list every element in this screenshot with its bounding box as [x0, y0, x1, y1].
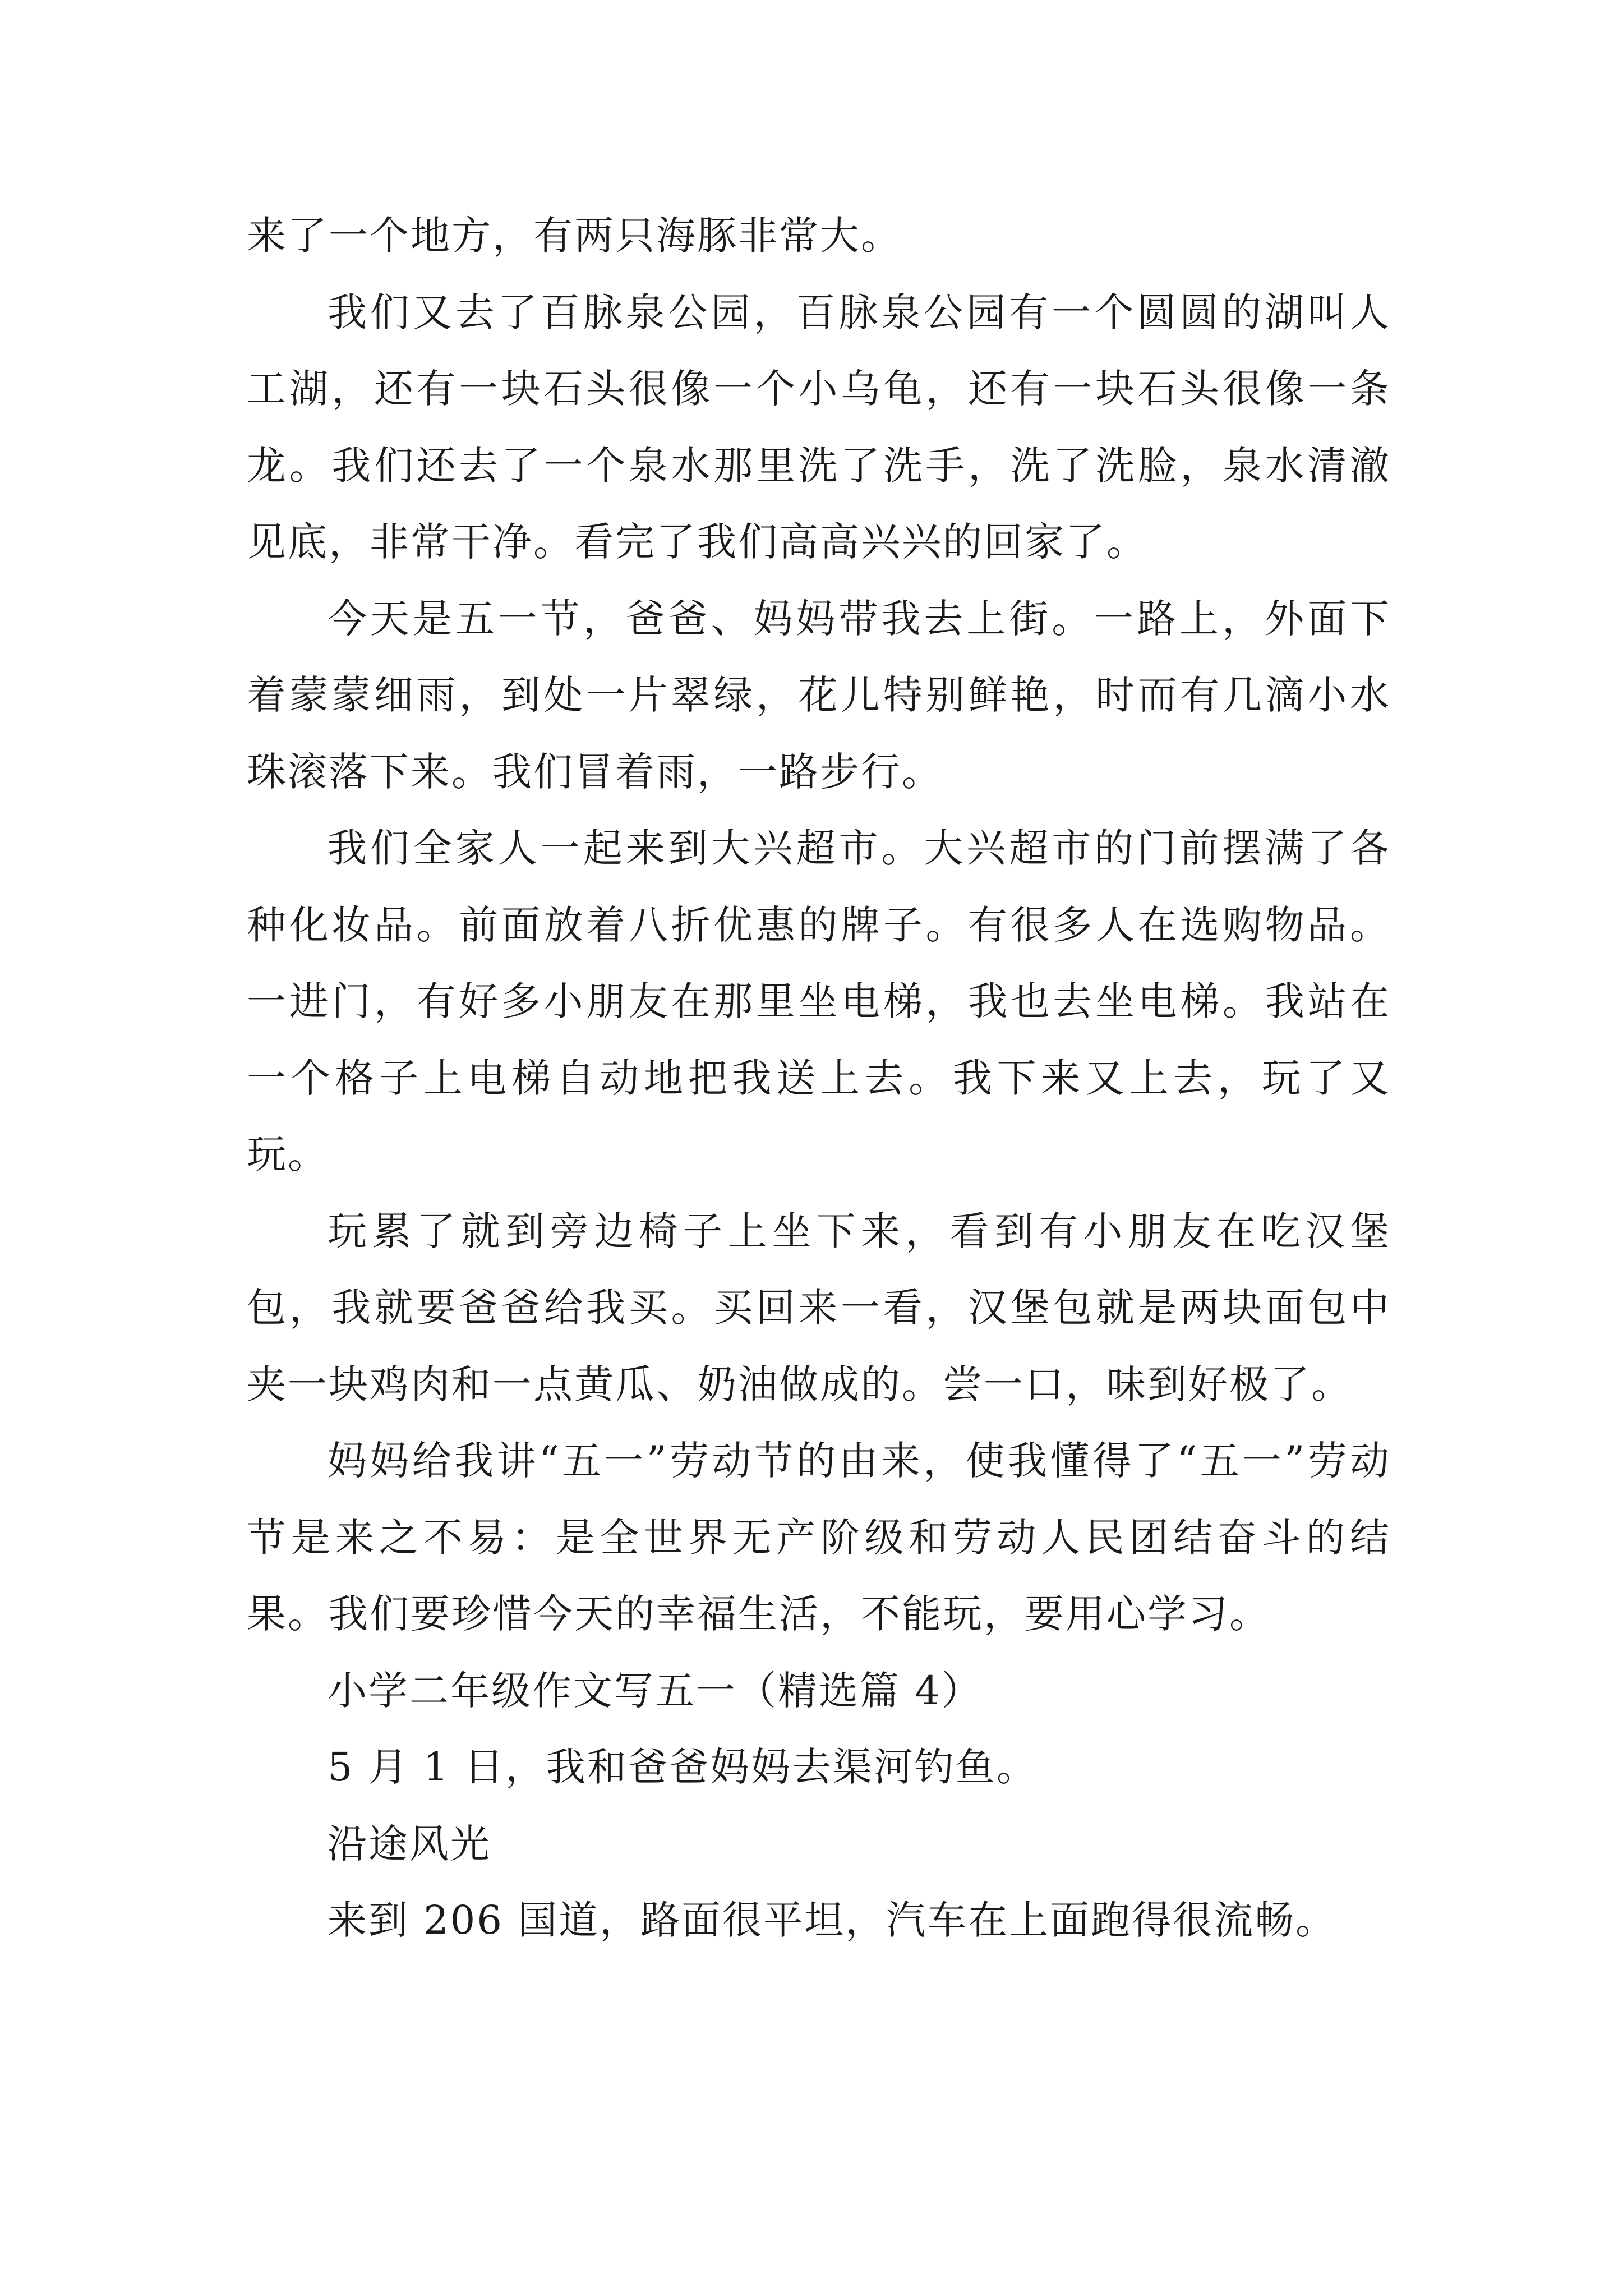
paragraph-6: 妈妈给我讲“五一”劳动节的由来，使我懂得了“五一”劳动节是来之不易：是全世界无产阶级和劳动人民团结奋斗的结果。我们要珍惜今天的幸福生活，不能玩，要用心学习。 — [247, 1438, 1391, 1637]
paragraph-3: 今天是五一节，爸爸、妈妈带我去上街。一路上，外面下着蒙蒙细雨，到处一片翠绿，花儿特别鲜艳，时而有几滴小水珠滚落下来。我们冒着雨，一路步行。 — [247, 595, 1391, 795]
paragraph-road: 来到 206 国道，路面很平坦，汽车在上面跑得很流畅。 — [328, 1897, 1337, 1943]
paragraph-1: 来了一个地方，有两只海豚非常大。 — [247, 213, 902, 259]
paragraph-5: 玩累了就到旁边椅子上坐下来，看到有小朋友在吃汉堡包，我就要爸爸给我买。买回来一看，汉堡包就是两块面包中夹一块鸡肉和一点黄瓜、奶油做成的。尝一口，味到好极了。 — [247, 1208, 1391, 1407]
subheading-scenery: 沿途风光 — [328, 1820, 491, 1867]
paragraph-2: 我们又去了百脉泉公园，百脉泉公园有一个圆圆的湖叫人工湖，还有一块石头很像一个小乌龟，还有一块石头很像一条龙。我们还去了一个泉水那里洗了洗手，洗了洗脸，泉水清澈见底，非常干净。看完了我们高高兴兴的回家了。 — [247, 289, 1391, 565]
document-body — [247, 197, 1391, 1959]
paragraph-4: 我们全家人一起来到大兴超市。大兴超市的门前摆满了各种化妆品。前面放着八折优惠的牌子。有很多人在选购物品。一进门，有好多小朋友在那里坐电梯，我也去坐电梯。我站在一个格子上电梯自动地把我送上去。我下来又上去，玩了又玩。 — [247, 825, 1391, 1177]
section-heading: 小学二年级作文写五一（精选篇 4） — [328, 1667, 983, 1714]
date-line: 5 月 1 日，我和爸爸妈妈去渠河钓鱼。 — [328, 1744, 1038, 1790]
